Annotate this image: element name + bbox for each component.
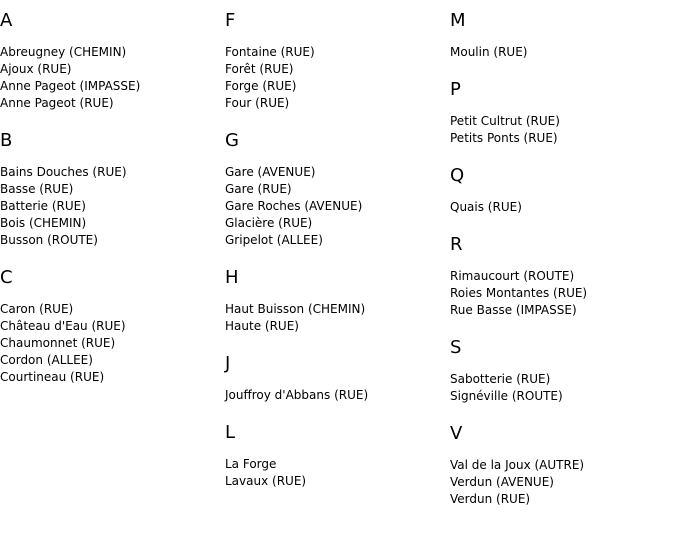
street-link[interactable]: Batterie (RUE) [0, 199, 86, 213]
letter-heading: M [450, 10, 466, 31]
letter-heading: H [225, 267, 239, 288]
letter-group [225, 266, 445, 335]
street-link[interactable]: Quais (RUE) [450, 200, 522, 214]
street-link[interactable]: Roies Montantes (RUE) [450, 286, 588, 300]
street-list [0, 44, 220, 112]
letter-group [225, 421, 445, 490]
street-link[interactable]: Verdun (AVENUE) [450, 475, 554, 489]
street-link[interactable]: Anne Pageot (IMPASSE) [0, 79, 141, 93]
letter-group [0, 9, 220, 112]
street-link[interactable]: Jouffroy d'Abbans (RUE) [225, 388, 369, 402]
index-column [0, 9, 220, 403]
letter-group [225, 352, 445, 404]
letter-heading: B [0, 130, 13, 151]
street-list [225, 387, 445, 404]
street-link[interactable]: Château d'Eau (RUE) [0, 319, 126, 333]
street-link[interactable]: Haute (RUE) [225, 319, 299, 333]
street-link[interactable]: Gare (AVENUE) [225, 165, 316, 179]
street-link[interactable]: Glacière (RUE) [225, 216, 313, 230]
street-list [225, 456, 445, 490]
street-link[interactable]: Haut Buisson (CHEMIN) [225, 302, 366, 316]
letter-group [450, 164, 670, 216]
street-link[interactable]: Rimaucourt (ROUTE) [450, 269, 575, 283]
letter-heading: S [450, 337, 462, 358]
letter-heading: V [450, 423, 463, 444]
street-link[interactable]: Bois (CHEMIN) [0, 216, 87, 230]
street-list [225, 44, 445, 112]
street-link[interactable]: Anne Pageot (RUE) [0, 96, 114, 110]
street-link[interactable]: Courtineau (RUE) [0, 370, 105, 384]
letter-group [225, 129, 445, 249]
street-link[interactable]: Cordon (ALLEE) [0, 353, 93, 367]
street-link[interactable]: Gare Roches (AVENUE) [225, 199, 363, 213]
street-link[interactable]: La Forge [225, 457, 277, 471]
street-link[interactable]: Petits Ponts (RUE) [450, 131, 558, 145]
street-list [450, 371, 670, 405]
street-list [225, 301, 445, 335]
letter-heading: L [225, 422, 236, 443]
street-link[interactable]: Signéville (ROUTE) [450, 389, 563, 403]
index-column [450, 9, 670, 525]
street-link[interactable]: Gripelot (ALLEE) [225, 233, 323, 247]
letter-group [450, 9, 670, 61]
letter-group [0, 266, 220, 386]
letter-heading: J [225, 353, 231, 374]
letter-group [225, 9, 445, 112]
street-link[interactable]: Forêt (RUE) [225, 62, 294, 76]
letter-heading: C [0, 267, 13, 288]
street-link[interactable]: Busson (ROUTE) [0, 233, 98, 247]
letter-heading: R [450, 234, 463, 255]
street-link[interactable]: Chaumonnet (RUE) [0, 336, 116, 350]
street-link[interactable]: Ajoux (RUE) [0, 62, 72, 76]
street-link[interactable]: Verdun (RUE) [450, 492, 531, 506]
index-column [225, 9, 445, 507]
street-link[interactable]: Bains Douches (RUE) [0, 165, 127, 179]
letter-heading: A [0, 10, 13, 31]
letter-group [450, 78, 670, 147]
street-list [0, 164, 220, 249]
street-list [450, 113, 670, 147]
street-link[interactable]: Rue Basse (IMPASSE) [450, 303, 577, 317]
letter-heading: P [450, 79, 461, 100]
street-link[interactable]: Val de la Joux (AUTRE) [450, 458, 585, 472]
letter-heading: F [225, 10, 236, 31]
street-link[interactable]: Lavaux (RUE) [225, 474, 307, 488]
letter-heading: Q [450, 165, 465, 186]
letter-heading: G [225, 130, 239, 151]
street-link[interactable]: Gare (RUE) [225, 182, 292, 196]
street-list [450, 44, 670, 61]
street-link[interactable]: Moulin (RUE) [450, 45, 528, 59]
street-list [225, 164, 445, 249]
street-link[interactable]: Forge (RUE) [225, 79, 297, 93]
street-list [0, 301, 220, 386]
street-link[interactable]: Basse (RUE) [0, 182, 74, 196]
street-link[interactable]: Caron (RUE) [0, 302, 74, 316]
letter-group [450, 336, 670, 405]
street-link[interactable]: Abreugney (CHEMIN) [0, 45, 127, 59]
letter-group [0, 129, 220, 249]
street-link[interactable]: Sabotterie (RUE) [450, 372, 551, 386]
letter-group [450, 422, 670, 508]
street-list [450, 199, 670, 216]
street-list [450, 268, 670, 319]
street-link[interactable]: Four (RUE) [225, 96, 290, 110]
street-list [450, 457, 670, 508]
letter-group [450, 233, 670, 319]
street-link[interactable]: Petit Cultrut (RUE) [450, 114, 560, 128]
street-link[interactable]: Fontaine (RUE) [225, 45, 315, 59]
